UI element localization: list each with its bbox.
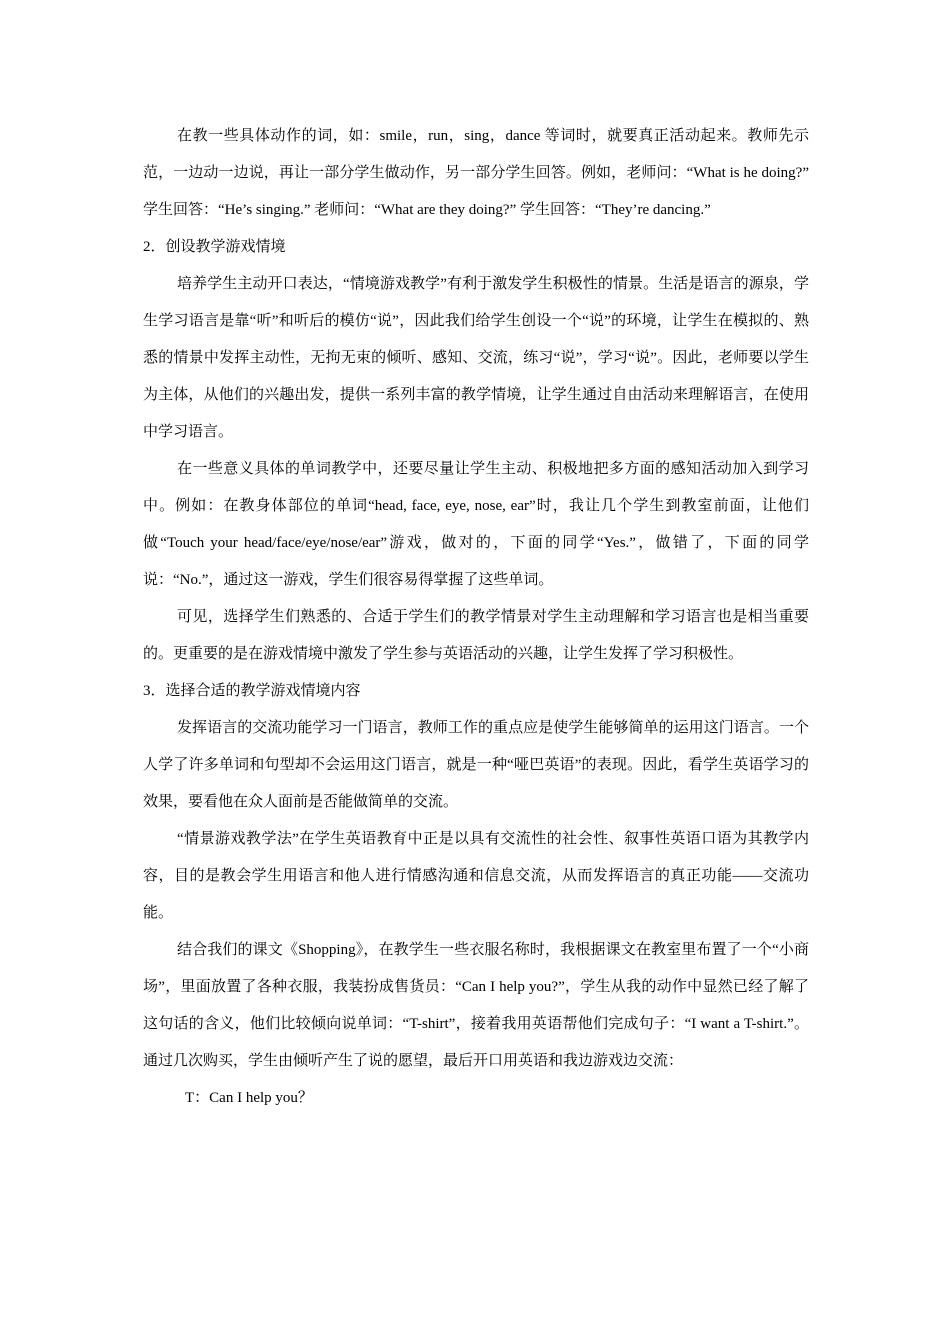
document-page	[143, 118, 809, 1117]
paragraph-shopping-lesson: 结合我们的课文《Shopping》，在教学生一些衣服名称时，我根据课文在教室里布置了一个“小商场”，里面放置了各种衣服，我装扮成售货员：“Can I help you?”，学生从我的动作中显然已经了解了这句话的含义，他们比较倾向说单词：“T-shirt”，接着我用英语帮他们完成句子：“I want a T-shirt.”。通过几次购买，学生由倾听产生了说的愿望，最后开口用英语和我边游戏边交流：	[143, 942, 809, 1069]
paragraph-communication-function: 发挥语言的交流功能学习一门语言，教师工作的重点应是使学生能够简单的运用这门语言。一个人学了许多单词和句型却不会运用这门语言，就是一种“哑巴英语”的表现。因此，看学生英语学习的效果，要看他在众人面前是否能做简单的交流。	[143, 720, 809, 810]
paragraph-action-words: 在教一些具体动作的词，如：smile，run，sing，dance 等词时，就要真正活动起来。教师先示范，一边动一边说，再让一部分学生做动作，另一部分学生回答。例如，老师问：“What is he doing?” 学生回答：“He’s singing.” 老师问：“What are they doing?” 学生回答：“They’re dancing.”	[143, 128, 809, 218]
paragraph-conclusion: 可见，选择学生们熟悉的、合适于学生们的教学情景对学生主动理解和学习语言也是相当重要的。更重要的是在游戏情境中激发了学生参与英语活动的兴趣，让学生发挥了学习积极性。	[143, 609, 809, 662]
section-heading-2: 2．创设教学游戏情境	[143, 239, 286, 255]
section-heading-3: 3．选择合适的教学游戏情境内容	[143, 683, 361, 699]
paragraph-body-parts-game: 在一些意义具体的单词教学中，还要尽量让学生主动、积极地把多方面的感知活动加入到学习中。例如：在教身体部位的单词“head, face, eye, nose, ear”时，我让几个学生到教室前面，让他们做“Touch your head/face/eye/nose/ear”游戏，做对的，下面的同学“Yes.”，做错了，下面的同学说：“No.”，通过这一游戏，学生们很容易得掌握了这些单词。	[143, 461, 809, 588]
dialog-line-teacher: T：Can I help you？	[185, 1090, 313, 1106]
paragraph-situational-teaching: 培养学生主动开口表达，“情境游戏教学”有利于激发学生积极性的情景。生活是语言的源泉，学生学习语言是靠“听”和听后的模仿“说”，因此我们给学生创设一个“说”的环境，让学生在模拟的、熟悉的情景中发挥主动性，无拘无束的倾听、感知、交流，练习“说”，学习“说”。因此，老师要以学生为主体，从他们的兴趣出发，提供一系列丰富的教学情境，让学生通过自由活动来理解语言，在使用中学习语言。	[143, 276, 809, 440]
paragraph-game-method: “情景游戏教学法”在学生英语教育中正是以具有交流性的社会性、叙事性英语口语为其教学内容，目的是教会学生用语言和他人进行情感沟通和信息交流，从而发挥语言的真正功能——交流功能。	[143, 831, 809, 921]
